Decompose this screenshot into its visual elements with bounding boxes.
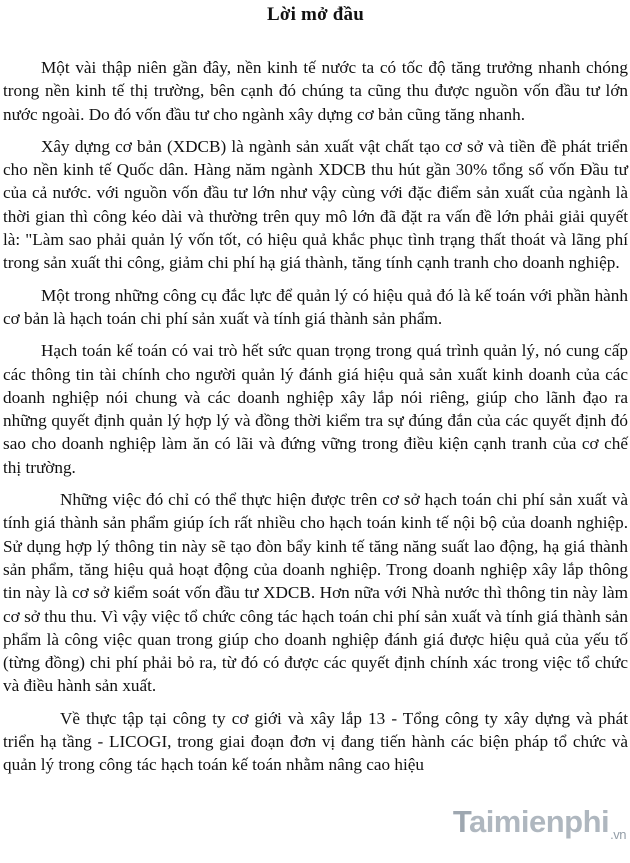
watermark-prefix: T [452,803,469,839]
page-title: Lời mở đầu [267,4,364,25]
paragraph-4: Hạch toán kế toán có vai trò hết sức quan trọng trong quá trình quản lý, nó cung cấp các thông tin tài chính cho người quản lý đánh giá hiệu quả sản xuất kinh doanh của các doanh nghiệp nói chung và các doanh nghiệp xây lắp nói riêng, giúp cho lãnh đạo ra những quyết định quản lý hợp lý và đồng thời kiểm tra sự đúng đắn của các quyết định đó sao cho doanh nghiệp làm ăn có lãi và đứng vững trong điều kiện cạnh tranh của cơ chế thị trường. [3,341,628,477]
paragraph-5: Những việc đó chỉ có thể thực hiện được trên cơ sở hạch toán chi phí sản xuất và tính giá thành sản phẩm giúp ích rất nhiều cho hạch toán kinh tế nội bộ của doanh nghiệp. Sử dụng hợp lý thông tin này sẽ tạo đòn bẩy kinh tế tăng năng suất lao động, hạ giá thành sản phẩm, tăng hiệu quả hoạt động của doanh nghiệp. Trong doanh nghiệp xây lắp thông tin này là cơ sở kiểm soát vốn đầu tư XDCB. Hơn nữa với Nhà nước thì thông tin này làm cơ sở thu thu. Vì vậy việc tổ chức công tác hạch toán chi phí sản xuất và tính giá thành sản phẩm là công việc quan trong giúp cho doanh nghiệp đánh giá được hiệu quả của yếu tố (từng đồng) chi phí phải bỏ ra, từ đó có được các quyết định chính xác trong việc tổ chức và điều hành sản xuất. [3,490,628,696]
paragraph-6: Về thực tập tại công ty cơ giới và xây lắp 13 - Tổng công ty xây dựng và phát triển hạ tầng - LICOGI, trong giai đoạn đơn vị đang tiến hành các biện pháp tổ chức và quản lý trong công tác hạch toán kế toán nhằm nâng cao hiệu [3,708,628,775]
paragraph-2: Xây dựng cơ bản (XDCB) là ngành sản xuất vật chất tạo cơ sở và tiền đề phát triển cho nền kinh tế Quốc dân. Hàng năm ngành XDCB thu hút gần 30% tổng số vốn Đầu tư của cả nước. với nguồn vốn đầu tư lớn như vậy cùng với đặc điểm sản xuất của ngành là thời gian thì công kéo dài và thường trên quy mô lớn đã đặt ra vấn đề lớn phải giải quyết là: "Làm sao phải quản lý vốn tốt, có hiệu quả khắc phục tình trạng thất thoát và lãng phí trong sản xuất thi công, giảm chi phí hạ giá thành, tăng tính cạnh tranh cho doanh nghiệp. [3,136,628,273]
watermark-main: aimienphi [468,803,610,839]
watermark-suffix: .vn [610,827,626,842]
paragraph-1: Một vài thập niên gần đây, nền kinh tế nước ta có tốc độ tăng trưởng nhanh chóng trong nền kinh tế thị trường, bên cạnh đó chúng ta cũng thu được nguồn vốn đầu tư lớn nước ngoài. Do đó vốn đầu tư cho ngành xây dựng cơ bản cũng tăng nhanh. [3,58,628,124]
paragraph-3: Một trong những công cụ đắc lực để quản lý có hiệu quả đó là kế toán với phần hành cơ bản là hạch toán chi phí sản xuất và tính giá thành sản phẩm. [3,285,628,328]
